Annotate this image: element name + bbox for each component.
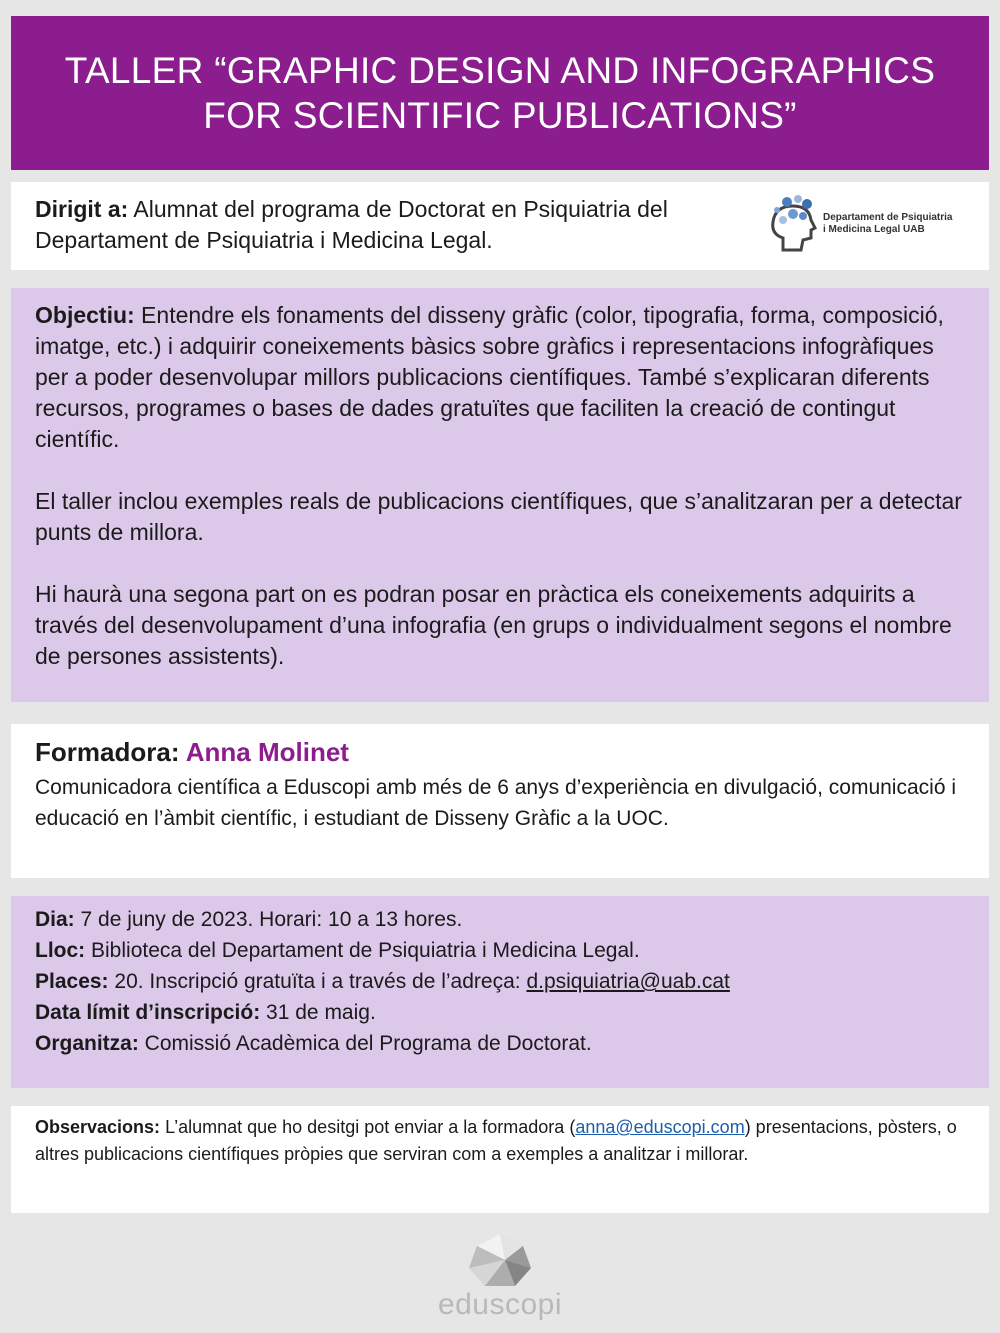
observations-section [11,1106,989,1213]
deadline-text: 31 de maig. [260,1001,376,1024]
eduscopi-logo [430,1232,570,1328]
deadline-label: Data límit d’inscripció: [35,1001,261,1024]
objective-paragraph-2: El taller inclou exemples reals de publicacions científiques, que s’analitzaran per a detectar punts de millora. [35,488,962,545]
objective-paragraph-3: Hi haurà una segona part on es podran posar en pràctica els coneixements adquirits a través del desenvolupament d’una infografia (en grups o individualment segons el nombre de persones assistents). [35,581,952,669]
detail-day [35,904,965,935]
department-logo [765,192,955,258]
head-icon [765,192,825,258]
objective-text-1: Entendre els fonaments del disseny gràfic (color, tipografia, forma, composició, imatge, etc.) i adquirir coneixements bàsics sobre gràfics i representacions infogràfiques per a poder desenvolupar millors publicacions científiques. També s’explicaran diferents recursos, programes o bases de dades gratuïtes que faciliten la creació de contingut científic. [35,302,944,452]
trainer-name: Anna Molinet [185,737,349,767]
trainer-bio: Comunicadora científica a Eduscopi amb més de 6 anys d’experiència en divulgació, comunicació i educació en l’àmbit científic, i estudiant de Disseny Gràfic a la UOC. [35,776,956,830]
crystal-icon [465,1232,535,1290]
detail-organizer [35,1028,965,1059]
observations-text-2: ) presentacions, pòsters, o altres publicacions científiques pròpies que serviran com a exemples a analitzar i millorar. [35,1117,957,1164]
trainer-heading [35,732,965,772]
title-banner [11,16,989,170]
trainer-section [11,724,989,878]
details-section [11,896,989,1088]
objective-section [11,288,989,702]
trainer-label: Formadora [35,737,171,767]
detail-seats [35,966,965,997]
day-label: Dia: [35,908,75,931]
eduscopi-wordmark [430,1288,570,1322]
logo-line-1: Departament de Psiquiatria [823,212,953,223]
observations-label: Observacions: [35,1117,161,1137]
logo-text [823,212,952,236]
audience-text [35,194,755,256]
wordmark-scopi: scopi [489,1288,563,1321]
seats-text: 20. Inscripció gratuïta i a través de l’adreça: [108,970,527,993]
detail-deadline [35,997,965,1028]
logo-line-2: i Medicina Legal UAB [823,224,925,235]
audience-description: Alumnat del programa de Doctorat en Psiquiatria del Departament de Psiquiatria i Medicina Legal. [35,196,668,253]
day-text: 7 de juny de 2023. Horari: 10 a 13 hores. [74,908,463,931]
trainer-colon: : [170,737,186,767]
audience-section [11,182,989,270]
wordmark-edu: edu [437,1288,490,1321]
detail-place [35,935,965,966]
objective-paragraph-1 [35,300,965,455]
title-line-2: FOR SCIENTIFIC PUBLICATIONS” [203,95,797,136]
objective-label: Objectiu: [35,302,135,328]
place-label: Lloc: [35,939,86,962]
title-line-1: TALLER “GRAPHIC DESIGN AND INFOGRAPHICS [64,50,936,91]
audience-label: Dirigit a: [35,196,129,222]
observations-text-1: L’alumnat que ho desitgi pot enviar a la formadora ( [160,1117,576,1137]
trainer-email-link[interactable]: anna@eduscopi.com [575,1117,745,1137]
registration-email-link[interactable]: d.psiquiatria@uab.cat [526,970,730,993]
seats-label: Places: [35,970,109,993]
place-text: Biblioteca del Departament de Psiquiatria i Medicina Legal. [85,939,640,962]
organizer-label: Organitza: [35,1032,139,1055]
organizer-text: Comissió Acadèmica del Programa de Doctorat. [138,1032,592,1055]
